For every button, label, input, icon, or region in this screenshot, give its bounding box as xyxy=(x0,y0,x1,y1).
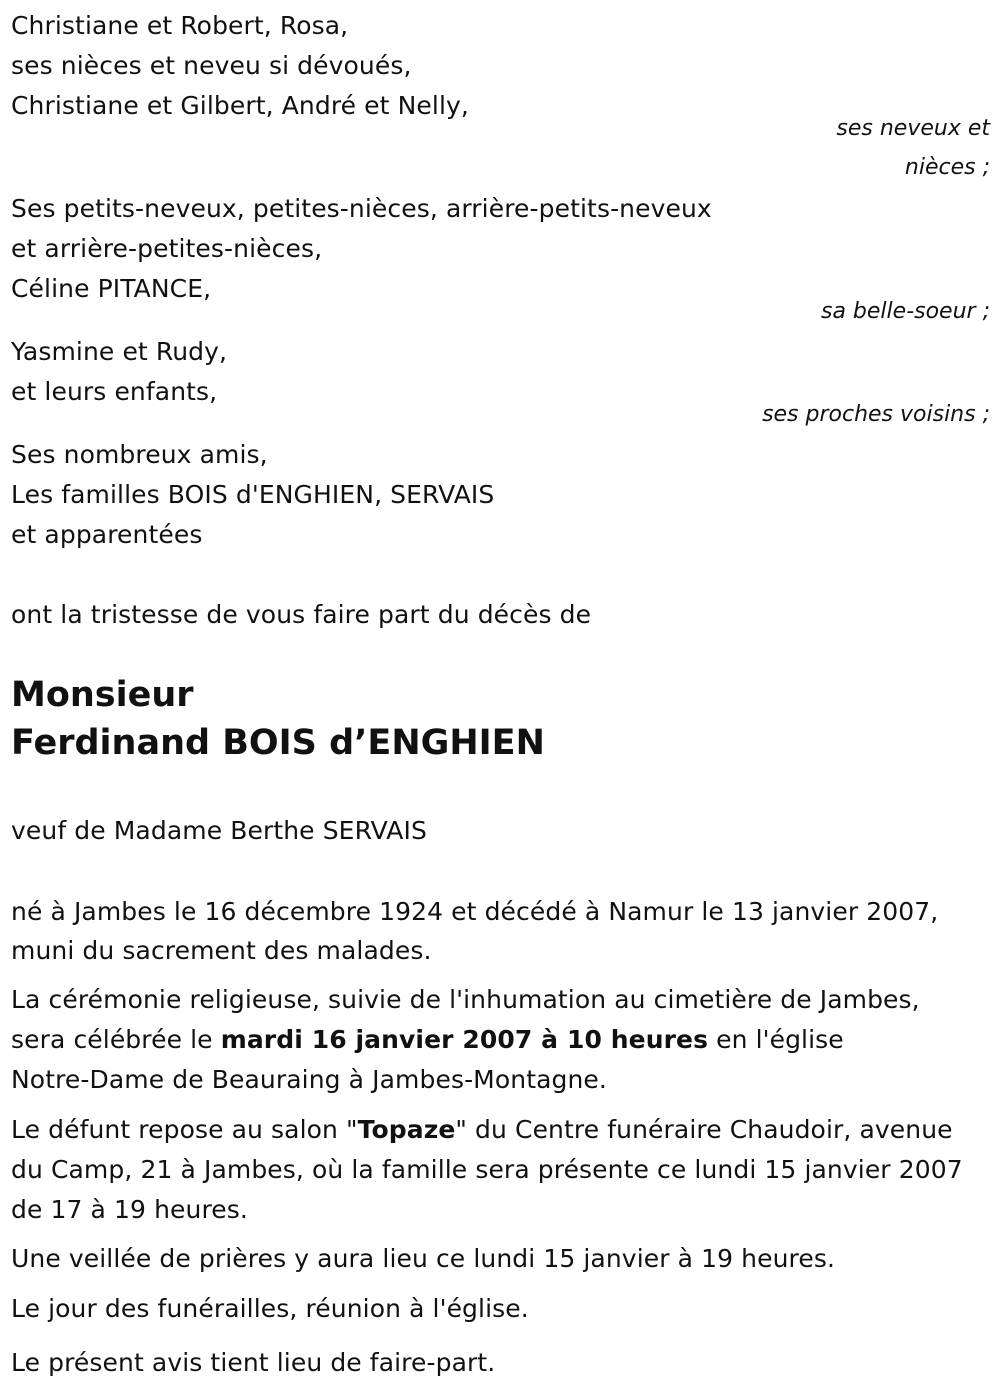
birth-death-line: muni du sacrement des malades. xyxy=(11,936,432,965)
widower-of: veuf de Madame Berthe SERVAIS xyxy=(11,816,427,845)
family-line: Christiane et Robert, Rosa, xyxy=(11,11,349,40)
relation-label: nièces ; xyxy=(904,155,990,180)
repose-text: Le défunt repose au salon " xyxy=(11,1115,358,1144)
family-line: et arrière-petites-nièces, xyxy=(11,234,323,263)
ceremony-date: mardi 16 janvier 2007 à 10 heures xyxy=(220,1025,709,1054)
family-line: Ses nombreux amis, xyxy=(11,440,268,469)
ceremony-text: sera célébrée le xyxy=(11,1025,221,1054)
ceremony-text: en l'église xyxy=(708,1025,844,1054)
meeting-line: Le jour des funérailles, réunion à l'église. xyxy=(11,1294,529,1323)
birth-death-line: né à Jambes le 16 décembre 1924 et décédé à Namur le 13 janvier 2007, xyxy=(11,897,939,926)
family-line: Céline PITANCE, xyxy=(11,274,212,303)
salon-name: Topaze xyxy=(357,1115,456,1144)
relation-label: ses proches voisins ; xyxy=(762,402,990,427)
family-line: ses nièces et neveu si dévoués, xyxy=(11,51,412,80)
ceremony-line xyxy=(11,1023,844,1057)
notice-line: Le présent avis tient lieu de faire-part. xyxy=(11,1348,496,1377)
deceased-honorific: Monsieur xyxy=(11,675,194,715)
deceased-name: Ferdinand BOIS d’ENGHIEN xyxy=(11,723,545,763)
family-line: Christiane et Gilbert, André et Nelly, xyxy=(11,91,469,120)
ceremony-line: La cérémonie religieuse, suivie de l'inhumation au cimetière de Jambes, xyxy=(11,985,920,1014)
announcement: ont la tristesse de vous faire part du décès de xyxy=(11,600,592,629)
family-line: Yasmine et Rudy, xyxy=(11,337,228,366)
family-line: Les familles BOIS d'ENGHIEN, SERVAIS xyxy=(11,480,495,509)
family-line: et leurs enfants, xyxy=(11,377,218,406)
ceremony-line: Notre-Dame de Beauraing à Jambes-Montagne. xyxy=(11,1065,607,1094)
repose-line xyxy=(11,1113,953,1147)
relation-label: ses neveux et xyxy=(836,116,990,141)
repose-line: du Camp, 21 à Jambes, où la famille sera présente ce lundi 15 janvier 2007 xyxy=(11,1155,963,1184)
family-line: Ses petits-neveux, petites-nièces, arrière-petits-neveux xyxy=(11,194,712,223)
vigil-line: Une veillée de prières y aura lieu ce lundi 15 janvier à 19 heures. xyxy=(11,1244,836,1273)
family-line: et apparentées xyxy=(11,520,203,549)
repose-line: de 17 à 19 heures. xyxy=(11,1195,248,1224)
relation-label: sa belle-soeur ; xyxy=(821,299,990,324)
repose-text: " du Centre funéraire Chaudoir, avenue xyxy=(455,1115,953,1144)
